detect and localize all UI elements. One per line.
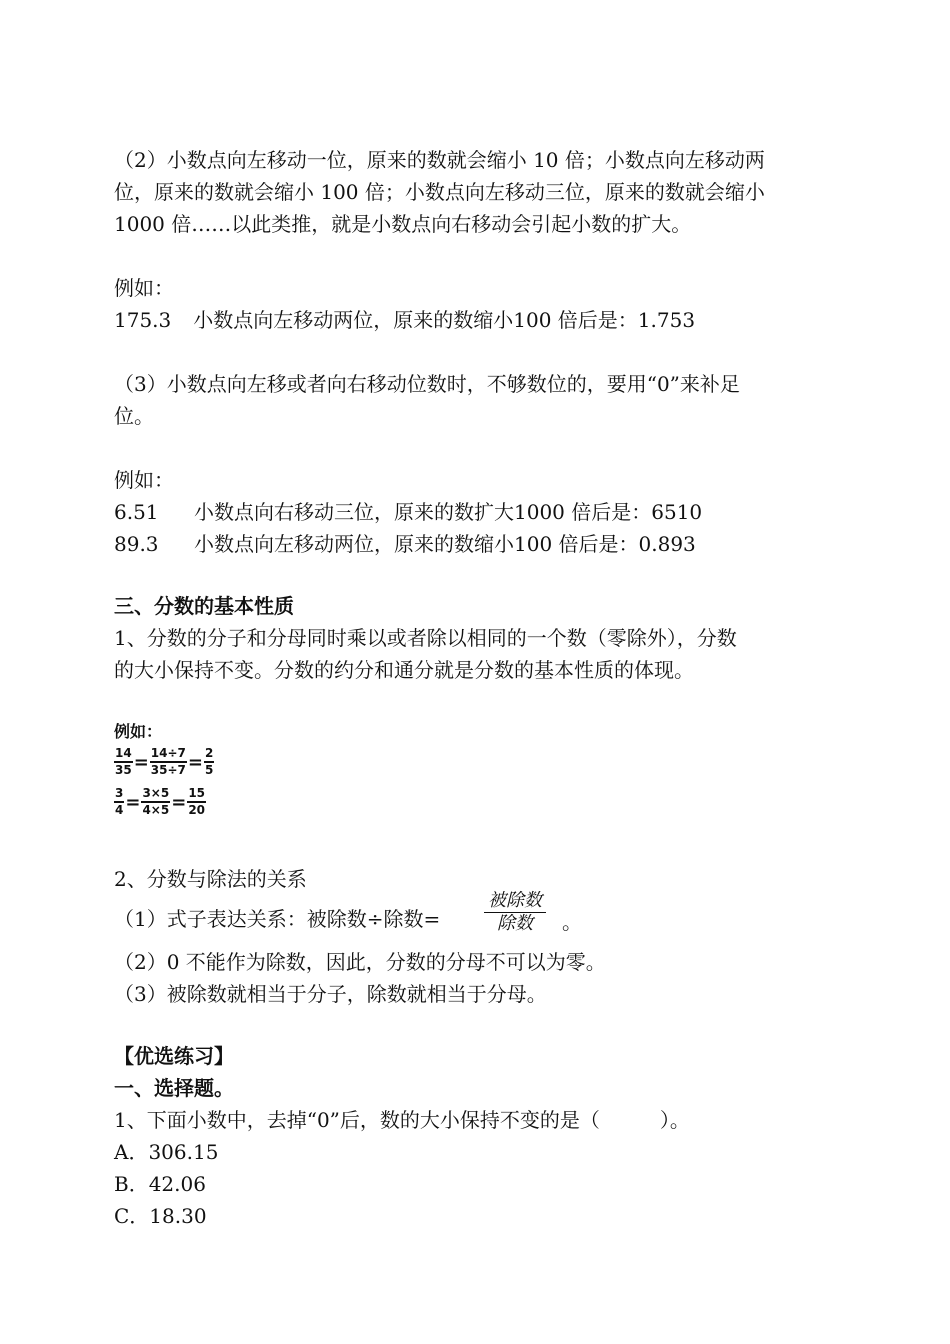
- section3-line2: 的大小保持不变。分数的约分和通分就是分数的基本性质的体现。: [114, 658, 694, 682]
- example2-row: [114, 500, 702, 524]
- option-b: B．42.06: [114, 1172, 206, 1196]
- fraction-denominator: 除数: [497, 913, 533, 934]
- para2-line3: 1000 倍……以此类推，就是小数点向右移动会引起小数的扩大。: [114, 212, 692, 236]
- fraction: $\frac{14\div 7}{35\div 7}$: [150, 746, 186, 777]
- practice-subheading: 一、选择题。: [114, 1076, 234, 1100]
- question-1: 1、下面小数中，去掉“0”后，数的大小保持不变的是（ ）。: [114, 1108, 690, 1132]
- equals-sign: =: [133, 751, 149, 773]
- dividend-over-divisor-fraction: [484, 890, 546, 935]
- example2-row: [114, 532, 696, 556]
- example1-number: 175.3: [114, 308, 172, 332]
- practice-heading: 【优选练习】: [114, 1044, 234, 1068]
- equals-sign: =: [187, 751, 203, 773]
- para3-line2: 位。: [114, 404, 154, 428]
- fraction-equation-row: [114, 746, 214, 778]
- para3-line1: （3）小数点向左移或者向右移动位数时，不够数位的，要用“0”来补足: [114, 372, 740, 396]
- fraction-numerator: 被除数: [484, 890, 546, 913]
- example2-number: 89.3: [114, 532, 159, 556]
- division-item1-end: 。: [562, 910, 582, 934]
- fraction: $\frac{2}{5}$: [205, 746, 214, 777]
- section3-line1: 1、分数的分子和分母同时乘以或者除以相同的一个数（零除外），分数: [114, 626, 737, 650]
- section3-heading: 三、分数的基本性质: [114, 594, 294, 618]
- example1-label: 例如：: [114, 276, 174, 300]
- fraction: $\frac{14}{35}$: [115, 746, 132, 777]
- fraction: $\frac{3\times 5}{4\times 5}$: [142, 786, 170, 817]
- example1-text: 小数点向左移动两位，原来的数缩小100 倍后是：1.753: [193, 308, 696, 332]
- fraction: $\frac{3}{4}$: [115, 786, 124, 817]
- division-item3: （3）被除数就相当于分子，除数就相当于分母。: [114, 982, 547, 1006]
- fraction: $\frac{15}{20}$: [188, 786, 206, 817]
- option-c: C．18.30: [114, 1204, 207, 1228]
- equals-sign: =: [171, 791, 187, 813]
- example2-text: 小数点向左移动两位，原来的数缩小100 倍后是：0.893: [194, 532, 696, 556]
- para2-line2: 位，原来的数就会缩小 100 倍；小数点向左移动三位，原来的数就会缩小: [114, 180, 765, 204]
- division-heading: 2、分数与除法的关系: [114, 867, 307, 891]
- option-a: A．306.15: [114, 1140, 219, 1164]
- example2-text: 小数点向右移动三位，原来的数扩大1000 倍后是：6510: [194, 500, 703, 524]
- equals-sign: =: [125, 791, 141, 813]
- fraction-equation-row: [114, 786, 206, 818]
- example2-number: 6.51: [114, 500, 159, 524]
- division-item1: （1）式子表达关系：被除数÷除数=: [114, 907, 441, 931]
- example1-row: [114, 308, 695, 332]
- section3-example-label: 例如：: [114, 722, 163, 741]
- division-item2: （2）0 不能作为除数，因此，分数的分母不可以为零。: [114, 950, 606, 974]
- para2-line1: （2）小数点向左移动一位，原来的数就会缩小 10 倍；小数点向左移动两: [114, 148, 765, 172]
- example2-label: 例如：: [114, 468, 174, 492]
